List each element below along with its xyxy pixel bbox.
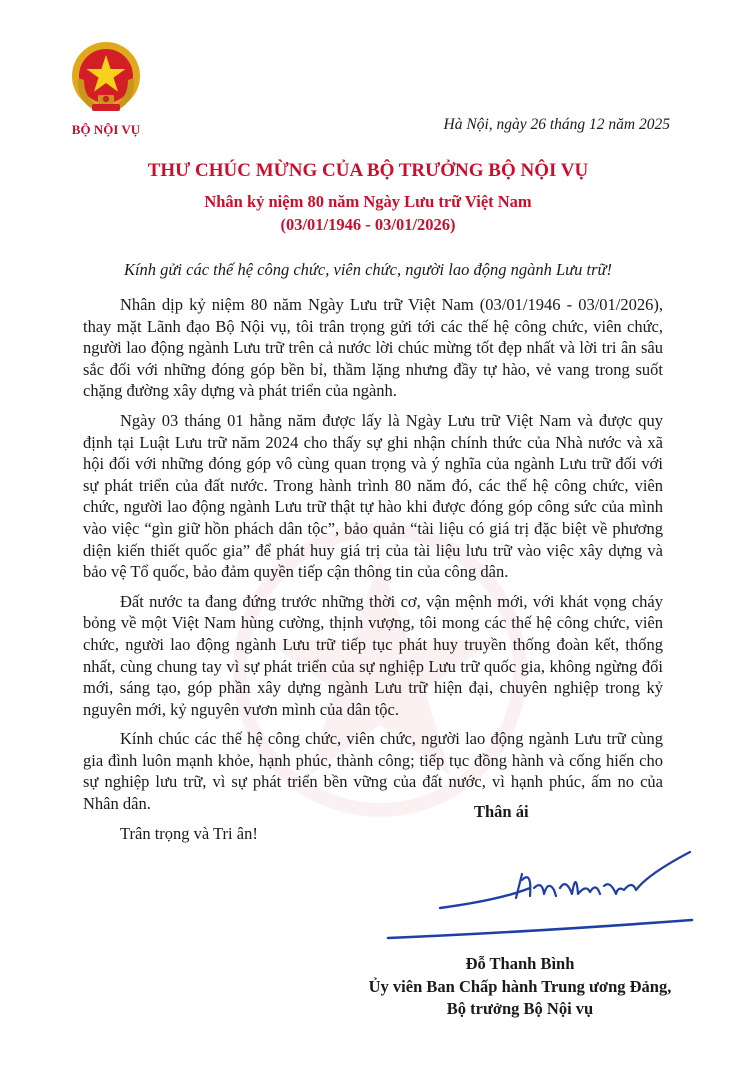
than-ai-label: Thân ái	[474, 802, 529, 821]
national-emblem-icon	[68, 38, 144, 118]
letter-body	[83, 294, 663, 852]
letter-subtitle: Nhân kỷ niệm 80 năm Ngày Lưu trữ Việt Nam	[204, 192, 532, 211]
paragraph-1: Nhân dịp kỷ niệm 80 năm Ngày Lưu trữ Việt Nam (03/01/1946 - 03/01/2026), thay mặt Lãnh đạo Bộ Nội vụ, tôi trân trọng gửi tới các thế hệ công chức, viên chức, người lao động ngành Lưu trữ trên cả nước lời chúc mừng tốt đẹp nhất và lời tri ân sâu sắc đối với những đóng góp bền bỉ, thầm lặng nhưng đầy tự hào, vẻ vang trong suốt chặng đường xây dựng và phát triển của ngành.	[83, 295, 663, 401]
signer-role-2: Bộ trưởng Bộ Nội vụ	[446, 999, 594, 1018]
paragraph-3: Đất nước ta đang đứng trước những thời cơ, vận mệnh mới, với khát vọng cháy bỏng về một Việt Nam hùng cường, thịnh vượng, tôi mong các thế hệ công chức, viên chức, người lao động ngành Lưu trữ tiếp tục phát huy truyền thống đoàn kết, thống nhất, cùng chung tay vì sự phát triển của sự nghiệp Lưu trữ quốc gia, không ngừng đổi mới, sáng tạo, góp phần xây dựng ngành Lưu trữ hiện đại, chuyên nghiệp trong kỷ nguyên mới, kỷ nguyên vươn mình của dân tộc.	[83, 591, 663, 719]
dateline: Hà Nội, ngày 26 tháng 12 năm 2025	[443, 116, 670, 133]
letter-title: THƯ CHÚC MỪNG CỦA BỘ TRƯỞNG BỘ NỘI VỤ	[147, 160, 589, 181]
paragraph-4: Kính chúc các thế hệ công chức, viên chức, người lao động ngành Lưu trữ cùng gia đình luôn mạnh khỏe, hạnh phúc, thành công; tiếp tục đồng hành và cống hiến cho sự nghiệp lưu trữ, vì sự phát triển bền vững của đất nước, vì hạnh phúc, ấm no của Nhân dân.	[83, 729, 663, 814]
letter-dates: (03/01/1946 - 03/01/2026)	[280, 215, 456, 234]
signer-block	[300, 953, 736, 1021]
closing-line: Trân trọng và Tri ân!	[120, 823, 258, 843]
signer-role-1: Ủy viên Ban Chấp hành Trung ương Đảng,	[368, 976, 672, 996]
signer-name: Đỗ Thanh Bình	[465, 954, 575, 973]
greeting-line: Kính gửi các thế hệ công chức, viên chức, người lao động ngành Lưu trữ!	[123, 260, 613, 279]
ministry-name: BỘ NỘI VỤ	[71, 122, 141, 137]
paragraph-2: Ngày 03 tháng 01 hằng năm được lấy là Ngày Lưu trữ Việt Nam và được quy định tại Luật Lưu trữ năm 2024 cho thấy sự ghi nhận chính thức của Nhà nước và xã hội đối với những đóng góp vô cùng quan trọng và ý nghĩa của ngành Lưu trữ đối với sự phát triển của đất nước. Trong hành trình 80 năm đó, các thế hệ công chức, viên chức, người lao động ngành Lưu trữ thật tự hào khi được đóng góp công sức của mình vào việc “gìn giữ hồn phách dân tộc”, bảo quản “tài liệu có giá trị đặc biệt về phương diện kiến thiết quốc gia” để phát huy giá trị của tài liệu lưu trữ vào việc xây dựng và bảo vệ Tổ quốc, bảo đảm quyền tiếp cận thông tin của công dân.	[83, 410, 663, 582]
handwritten-signature	[380, 840, 700, 950]
